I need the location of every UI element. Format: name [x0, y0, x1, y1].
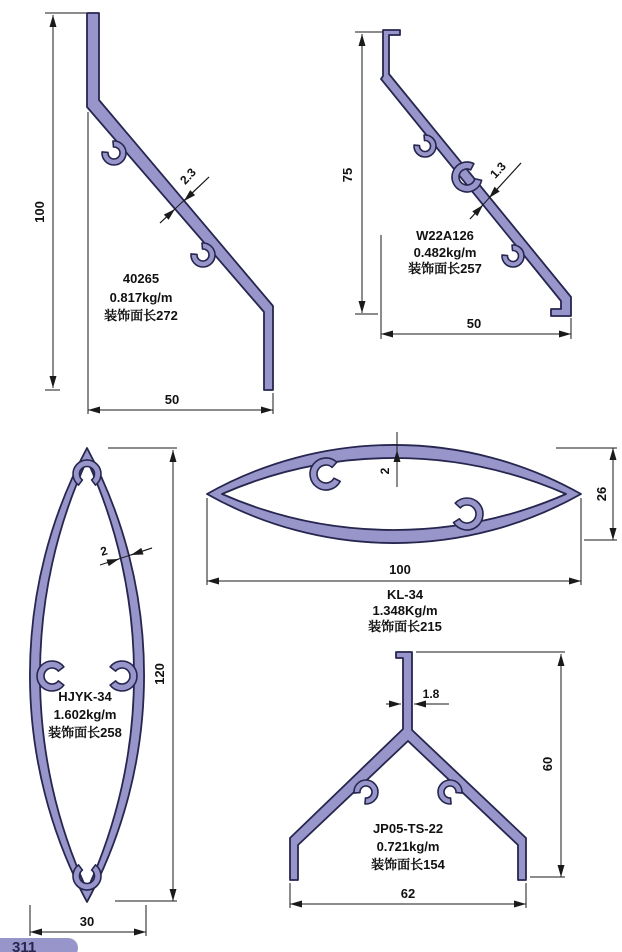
- thickness-arrow: [160, 209, 175, 223]
- dim-height-label: 75: [340, 167, 355, 183]
- dim-width-label: 50: [164, 392, 180, 407]
- profile-outline: [30, 448, 144, 902]
- profile-face-length-label: 装饰面长272: [104, 308, 178, 323]
- profile-face-length-label: 装饰面长154: [371, 857, 445, 872]
- page-number-badge: [0, 938, 78, 952]
- profile-weight-label: 1.348Kg/m: [372, 603, 438, 618]
- profile-weight-label: 0.482kg/m: [413, 245, 477, 260]
- profile-face-length-label: 装饰面长257: [408, 261, 482, 276]
- profile-code-label: JP05-TS-22: [372, 821, 444, 836]
- thickness-label: 2: [378, 467, 392, 475]
- profile-drawing-w22a126: [340, 30, 571, 339]
- dim-height-label: 26: [594, 486, 609, 502]
- snap-clip-feature: [102, 141, 126, 165]
- profile-weight-label: 1.602kg/m: [53, 707, 117, 722]
- profile-outline: [87, 13, 273, 390]
- snap-clip-feature: [354, 780, 378, 804]
- profile-code-label: 40265: [122, 271, 160, 286]
- thickness-label: 2.3: [177, 165, 199, 188]
- snap-clip-feature: [191, 243, 215, 267]
- thickness-label: 1.3: [487, 159, 509, 182]
- profile-weight-label: 0.817kg/m: [109, 290, 173, 305]
- profile-code-label: HJYK-34: [58, 689, 112, 704]
- thickness-arrow: [107, 559, 119, 563]
- profile-drawing-40265: [32, 13, 273, 414]
- profile-code-label: W22A126: [416, 228, 474, 243]
- dim-height-label: 60: [540, 756, 555, 772]
- profile-outline: [207, 445, 581, 543]
- profile-drawing-hjyk-34: [30, 448, 177, 936]
- thickness-label: 1.8: [422, 687, 440, 701]
- dim-width-label: 100: [389, 562, 411, 577]
- dim-height-label: 100: [32, 201, 47, 223]
- thickness-arrow: [470, 205, 483, 219]
- page-number-label: 311: [12, 939, 37, 952]
- snap-clip-feature: [37, 661, 64, 691]
- dim-height-label: 120: [152, 663, 167, 685]
- dim-width-label: 62: [400, 886, 416, 901]
- dim-width-label: 50: [466, 316, 482, 331]
- dim-width-label: 30: [79, 914, 95, 929]
- snap-clip-feature: [414, 135, 436, 157]
- socket-clip-feature: [73, 460, 101, 485]
- profile-face-length-label: 装饰面长258: [48, 725, 122, 740]
- profile-drawing-kl-34: [207, 432, 617, 634]
- snap-clip-feature: [438, 780, 462, 804]
- snap-clip-feature: [110, 661, 137, 691]
- profile-face-length-label: 装饰面长215: [368, 619, 442, 634]
- thickness-arrow: [131, 548, 152, 555]
- socket-clip-feature: [73, 865, 101, 890]
- profile-weight-label: 0.721kg/m: [376, 839, 440, 854]
- thickness-label: 2: [98, 543, 110, 559]
- profile-code-label: KL-34: [386, 587, 424, 602]
- snap-clip-feature: [310, 458, 340, 490]
- snap-clip-feature: [454, 498, 483, 530]
- snap-clip-feature: [502, 245, 524, 267]
- profile-drawing-jp05-ts-22: [290, 652, 565, 908]
